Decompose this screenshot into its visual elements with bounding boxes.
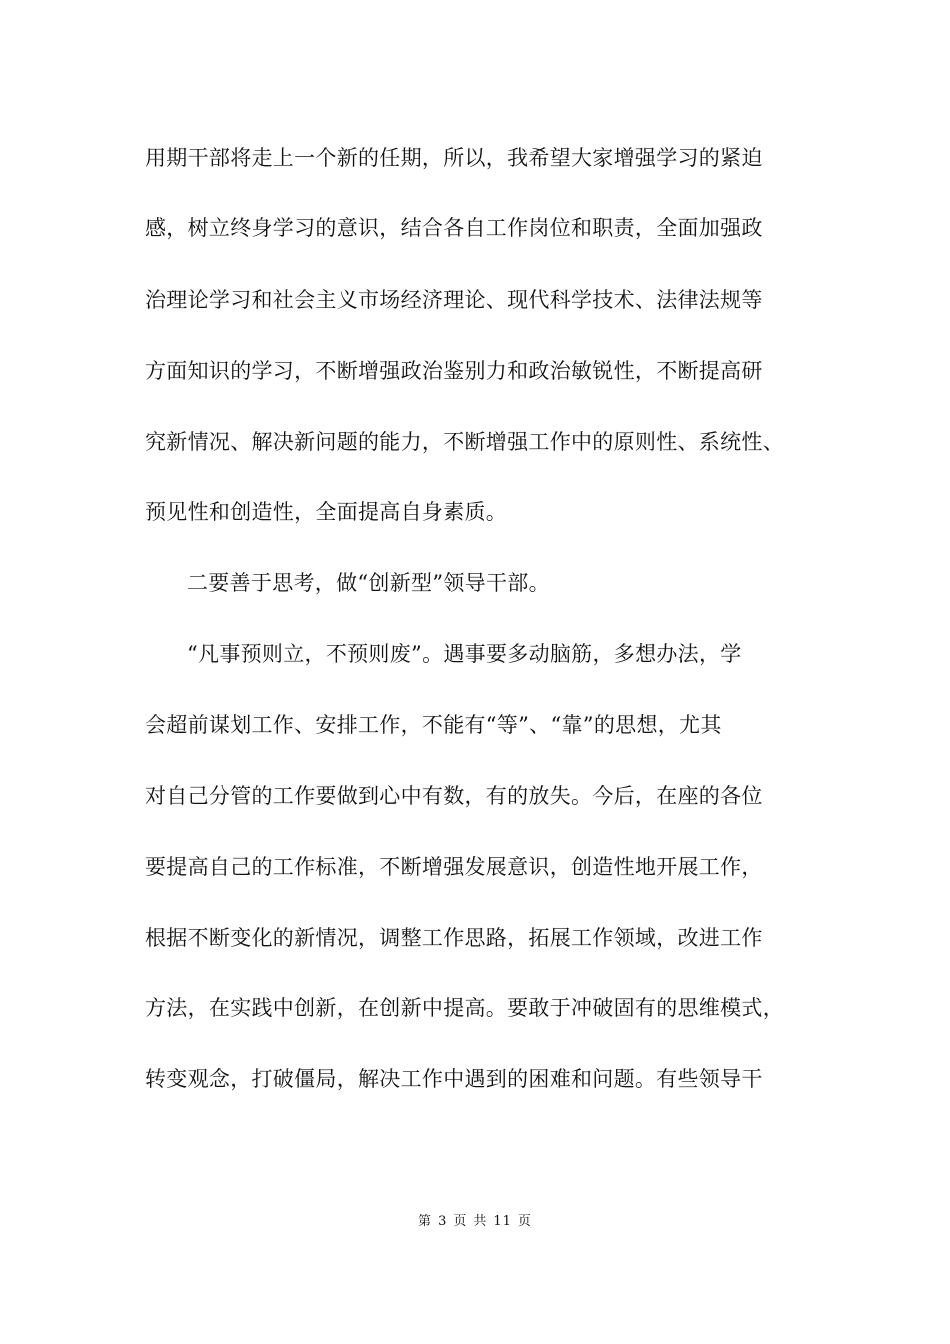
current-page-number: 3 xyxy=(438,1214,448,1229)
body-line: 会超前谋划工作、安排工作，不能有“等”、“靠”的思想，尤其 xyxy=(145,713,722,737)
footer-suffix: 页 xyxy=(517,1214,532,1229)
body-line: 根据不断变化的新情况，调整工作思路，拓展工作领域，改进工作 xyxy=(145,926,763,950)
body-line: 用期干部将走上一个新的任期，所以，我希望大家增强学习的紧迫 xyxy=(145,146,763,170)
page-footer xyxy=(0,1210,950,1229)
body-line: 方法，在实践中创新，在创新中提高。要敢于冲破固有的思维模式， xyxy=(145,996,784,1020)
body-line: 感，树立终身学习的意识，结合各自工作岗位和职责，全面加强政 xyxy=(145,216,763,240)
footer-prefix: 第 xyxy=(418,1214,433,1229)
footer-page-word: 页 xyxy=(453,1214,468,1229)
body-line: 预见性和创造性，全面提高自身素质。 xyxy=(145,500,508,524)
total-page-number: 11 xyxy=(493,1214,512,1229)
body-line: 转变观念，打破僵局，解决工作中遇到的困难和问题。有些领导干 xyxy=(145,1067,763,1091)
body-line: 究新情况、解决新问题的能力，不断增强工作中的原则性、系统性、 xyxy=(145,430,784,454)
body-line: 要提高自己的工作标准，不断增强发展意识，创造性地开展工作， xyxy=(145,855,763,879)
body-line: 治理论学习和社会主义市场经济理论、现代科学技术、法律法规等 xyxy=(145,288,763,312)
body-line: 方面知识的学习，不断增强政治鉴别力和政治敏锐性，不断提高研 xyxy=(145,359,763,383)
section-heading: 二要善于思考，做“创新型”领导干部。 xyxy=(187,571,550,595)
body-line: “凡事预则立，不预则废”。遇事要多动脑筋，多想办法，学 xyxy=(187,642,742,666)
body-line: 对自己分管的工作要做到心中有数，有的放失。今后，在座的各位 xyxy=(145,784,763,808)
footer-total-prefix: 共 xyxy=(473,1214,488,1229)
